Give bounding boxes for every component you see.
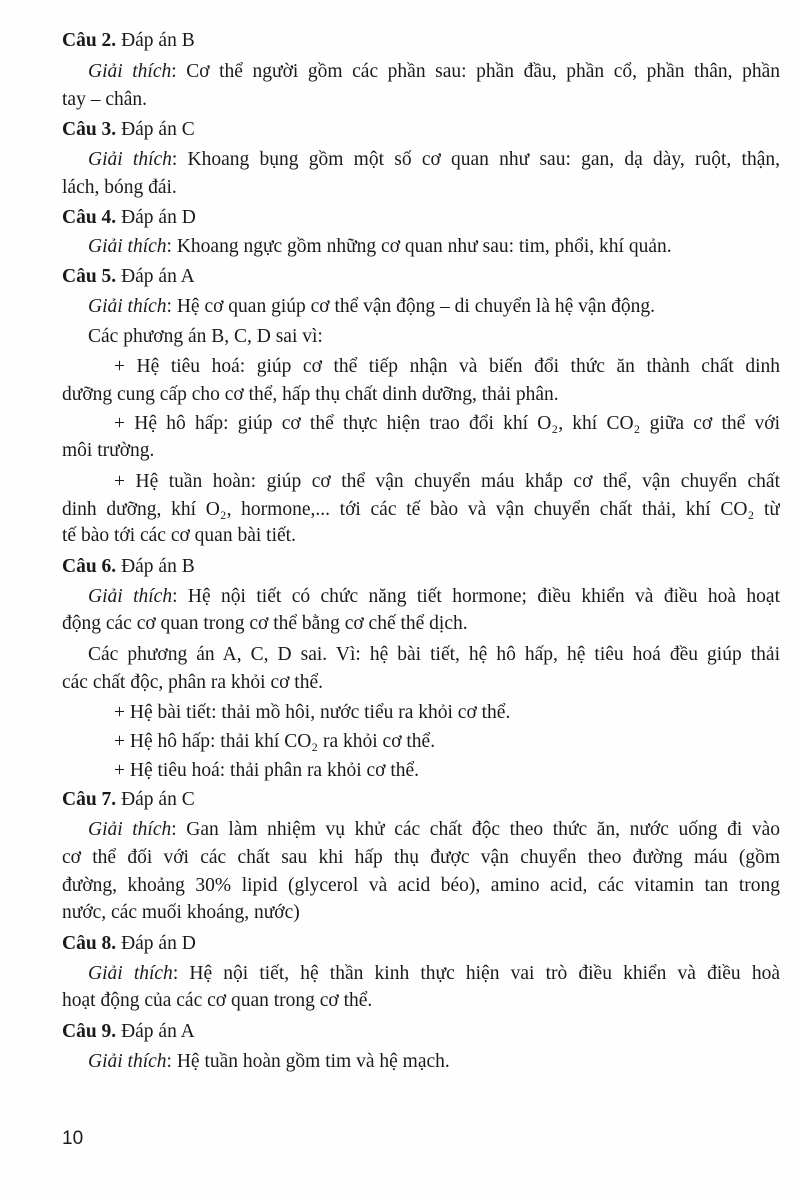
question-number: Câu 5. [62, 266, 117, 287]
text-line [62, 439, 780, 463]
explanation-label: Giải thích [88, 1051, 167, 1072]
text-line [114, 730, 780, 754]
text-line [88, 585, 780, 609]
line-text: động các cơ quan trong cơ thể bằng cơ chế thể dịch. [62, 613, 468, 634]
question-number: Câu 3. [62, 119, 117, 140]
text-line [62, 383, 780, 407]
text-line [114, 701, 780, 725]
text-line [62, 612, 780, 636]
line-text: + Hệ bài tiết: thải mồ hôi, nước tiểu ra khỏi cơ thể. [114, 702, 511, 723]
line-text: : Khoang bụng gồm một số cơ quan như sau: gan, dạ dày, ruột, thận, [171, 149, 780, 170]
text-line [62, 524, 780, 548]
question-number: Câu 2. [62, 30, 117, 51]
text-line [114, 759, 780, 783]
line-text: : Hệ nội tiết, hệ thần kinh thực hiện vai trò điều khiển và điều hoà [172, 963, 780, 984]
answer-choice: Đáp án C [116, 119, 195, 140]
text-line [88, 295, 780, 319]
text-line [88, 643, 780, 667]
text-line [62, 88, 780, 112]
question-answer-heading [62, 932, 780, 956]
explanation-label: Giải thích [88, 236, 167, 257]
line-text: đường, khoảng 30% lipid (glycerol và acid béo), amino acid, các vitamin tan trong [62, 875, 780, 896]
line-text: Các phương án B, C, D sai vì: [88, 326, 323, 347]
explanation-label: Giải thích [88, 296, 167, 317]
line-text: + Hệ tiêu hoá: thải phân ra khỏi cơ thể. [114, 760, 420, 781]
text-line [114, 412, 780, 436]
line-text: : Cơ thể người gồm các phần sau: phần đầu, phần cổ, phần thân, phần [171, 61, 780, 82]
line-text: : Gan làm nhiệm vụ khử các chất độc theo thức ăn, nước uống đi vào [171, 819, 780, 840]
line-text: + Hệ tuần hoàn: giúp cơ thể vận chuyển máu khắp cơ thể, vận chuyển chất [114, 471, 780, 492]
explanation-label: Giải thích [88, 61, 172, 82]
text-line [88, 235, 780, 259]
answer-choice: Đáp án A [116, 266, 195, 287]
line-text: lách, bóng đái. [62, 177, 177, 198]
question-number: Câu 7. [62, 789, 117, 810]
explanation-label: Giải thích [88, 819, 172, 840]
text-line [88, 818, 780, 842]
text-line [62, 846, 780, 870]
text-line [114, 470, 780, 494]
line-text: các chất độc, phân ra khỏi cơ thể. [62, 672, 323, 693]
question-answer-heading [62, 29, 780, 53]
text-line [88, 325, 780, 349]
line-text: dưỡng cung cấp cho cơ thể, hấp thụ chất dinh dưỡng, thải phân. [62, 384, 559, 405]
line-text: hoạt động của các cơ quan trong cơ thể. [62, 990, 373, 1011]
question-answer-heading [62, 265, 780, 289]
text-line [88, 1050, 780, 1074]
line-text: + Hệ hô hấp: thải khí CO₂ ra khỏi cơ thể. [114, 731, 436, 752]
text-line [88, 962, 780, 986]
question-number: Câu 6. [62, 556, 117, 577]
answer-choice: Đáp án D [116, 207, 196, 228]
question-number: Câu 4. [62, 207, 117, 228]
explanation-label: Giải thích [88, 149, 172, 170]
line-text: : Hệ tuần hoàn gồm tim và hệ mạch. [166, 1051, 450, 1072]
line-text: nước, các muối khoáng, nước) [62, 902, 300, 923]
question-answer-heading [62, 555, 780, 579]
line-text: : Hệ nội tiết có chức năng tiết hormone; điều khiển và điều hoà hoạt [172, 586, 780, 607]
question-answer-heading [62, 118, 780, 142]
text-line [62, 176, 780, 200]
text-line [62, 874, 780, 898]
explanation-label: Giải thích [88, 963, 173, 984]
question-answer-heading [62, 1020, 780, 1044]
line-text: cơ thể đối với các chất sau khi hấp thụ được vận chuyển theo đường máu (gồm [62, 847, 780, 868]
text-line [62, 671, 780, 695]
text-line [114, 355, 780, 379]
page-number: 10 [62, 1128, 84, 1149]
text-line [62, 989, 780, 1013]
explanation-label: Giải thích [88, 586, 173, 607]
question-answer-heading [62, 788, 780, 812]
text-line [88, 60, 780, 84]
text-line [62, 498, 780, 522]
question-number: Câu 8. [62, 933, 117, 954]
answer-choice: Đáp án D [116, 933, 196, 954]
line-text: môi trường. [62, 440, 155, 461]
question-answer-heading [62, 206, 780, 230]
line-text: tế bào tới các cơ quan bài tiết. [62, 525, 296, 546]
text-line [62, 901, 780, 925]
answer-choice: Đáp án A [116, 1021, 195, 1042]
line-text: : Khoang ngực gồm những cơ quan như sau: tim, phổi, khí quản. [166, 236, 672, 257]
answer-choice: Đáp án C [116, 789, 195, 810]
answer-choice: Đáp án B [116, 556, 195, 577]
line-text: : Hệ cơ quan giúp cơ thể vận động – di chuyển là hệ vận động. [166, 296, 656, 317]
line-text: + Hệ tiêu hoá: giúp cơ thể tiếp nhận và biến đổi thức ăn thành chất dinh [114, 356, 780, 377]
line-text: Các phương án A, C, D sai. Vì: hệ bài tiết, hệ hô hấp, hệ tiêu hoá đều giúp thải [88, 644, 780, 665]
question-number: Câu 9. [62, 1021, 117, 1042]
line-text: dinh dưỡng, khí O₂, hormone,... tới các tế bào và vận chuyển chất thải, khí CO₂ từ [62, 499, 780, 520]
line-text: tay – chân. [62, 89, 148, 110]
answer-choice: Đáp án B [116, 30, 195, 51]
text-line [88, 148, 780, 172]
line-text: + Hệ hô hấp: giúp cơ thể thực hiện trao đổi khí O₂, khí CO₂ giữa cơ thể với [114, 413, 780, 434]
